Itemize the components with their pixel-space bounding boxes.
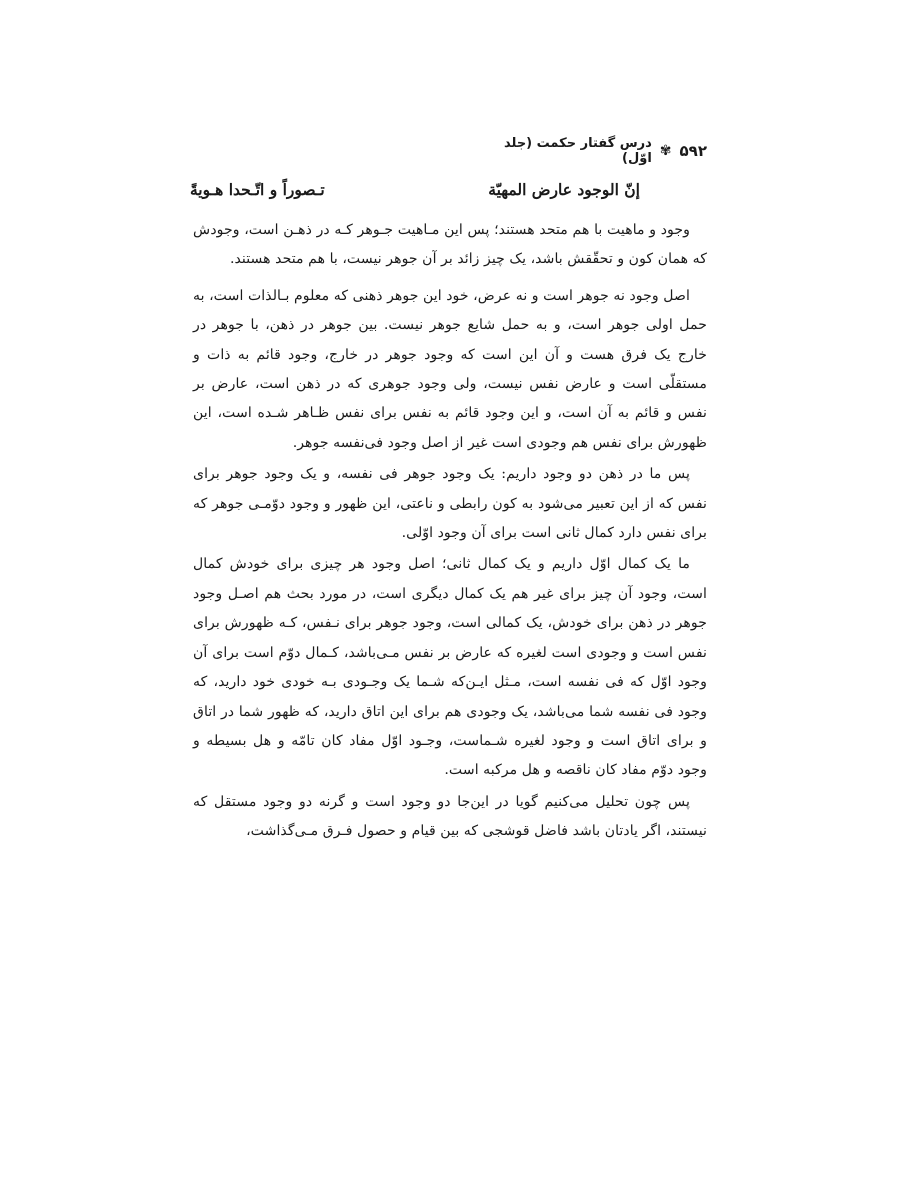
paragraph: اصل وجود نه جوهر است و نه عرض، خود این جوهر ذهنی که معلوم بـالذات است، به حمل اولی جوهر است، و به حمل شایع جوهر نیست. بین جوهر در ذهن، با جوهر در خارج یک فرق هست و آن این است که وجود جوهر در خارج، وجود قائم به ذات و مستقلّی است و عارض نفس نیست، ولی وجود جوهری که در ذهن است، عارض بر نفس و قائم به آن است، و این وجود قائم به نفس برای نفس ظـاهر شـده است، این ظهورش برای نفس هم وجودی است غیر از اصل وجود فی‌نفسه جوهر. (193, 287, 707, 451)
body-text (193, 216, 707, 847)
verse-hemistich-left: تـصوراً و اتّـحدا هـويةً (190, 180, 325, 199)
verse-line (190, 180, 640, 199)
paragraph: پس چون تحلیل می‌کنیم گویا در این‌جا دو وجود است و گرنه دو وجود مستقل که نیستند، اگر یادتان باشد فاضل قوشجی که بین قیام و حصول فـرق مـی‌گذاشت، (193, 793, 707, 840)
book-title: درس گفتار حکمت (جلد اوّل) (504, 136, 652, 166)
paragraph: وجود و ماهیت با هم متحد هستند؛ پس این مـاهیت جـوهر کـه در ذهـن است، وجودش که همان کون و تحقّقش باشد، یک چیز زائد بر آن جوهر نیست، با هم متحد هستند. (193, 222, 707, 268)
paragraph: پس ما در ذهن دو وجود داریم: یک وجود جوهر فی نفسه، و یک وجود جوهر برای نفس که از این تعبیر می‌شود به کون رابطی و ناعتی، این ظهور و وجود دوّمـی جوهر که برای نفس دارد کمال ثانی است برای آن وجود اوّلی. (193, 466, 707, 542)
verse-hemistich-right: إنّ الوجود عارض المهيّة (488, 180, 640, 199)
flower-ornament-icon: ✾ (659, 143, 672, 159)
page-number: ۵۹۲ (679, 142, 707, 160)
running-header (480, 136, 707, 166)
paragraph: ما یک کمال اوّل داریم و یک کمال ثانی؛ اصل وجود هر چیزی برای خودش کمال است، وجود آن چیز برای غیر هم یک کمال دیگری است، در مورد بحث هم اصـل وجود جوهر در ذهن برای خودش، یک کمالی است، وجود جوهر برای نـفس، کـه ظهورش برای نفس است و وجودی است لغیره که عارض بر نفس مـی‌باشد، کـمال دوّم است برای آن وجود اوّل که فی نفسه است، مـثل ایـن‌که شـما یک وجـودی بـه خودی خود دارید، که وجود فی نفسه شما می‌باشد، یک وجودی هم برای این اتاق دارید، که ظهور شما در اتاق و برای اتاق است و وجود لغیره شـماست، وجـود اوّل مفاد کان تامّه و هل بسیطه و وجود دوّم مفاد کان ناقصه و هل مرکبه است. (193, 556, 707, 779)
